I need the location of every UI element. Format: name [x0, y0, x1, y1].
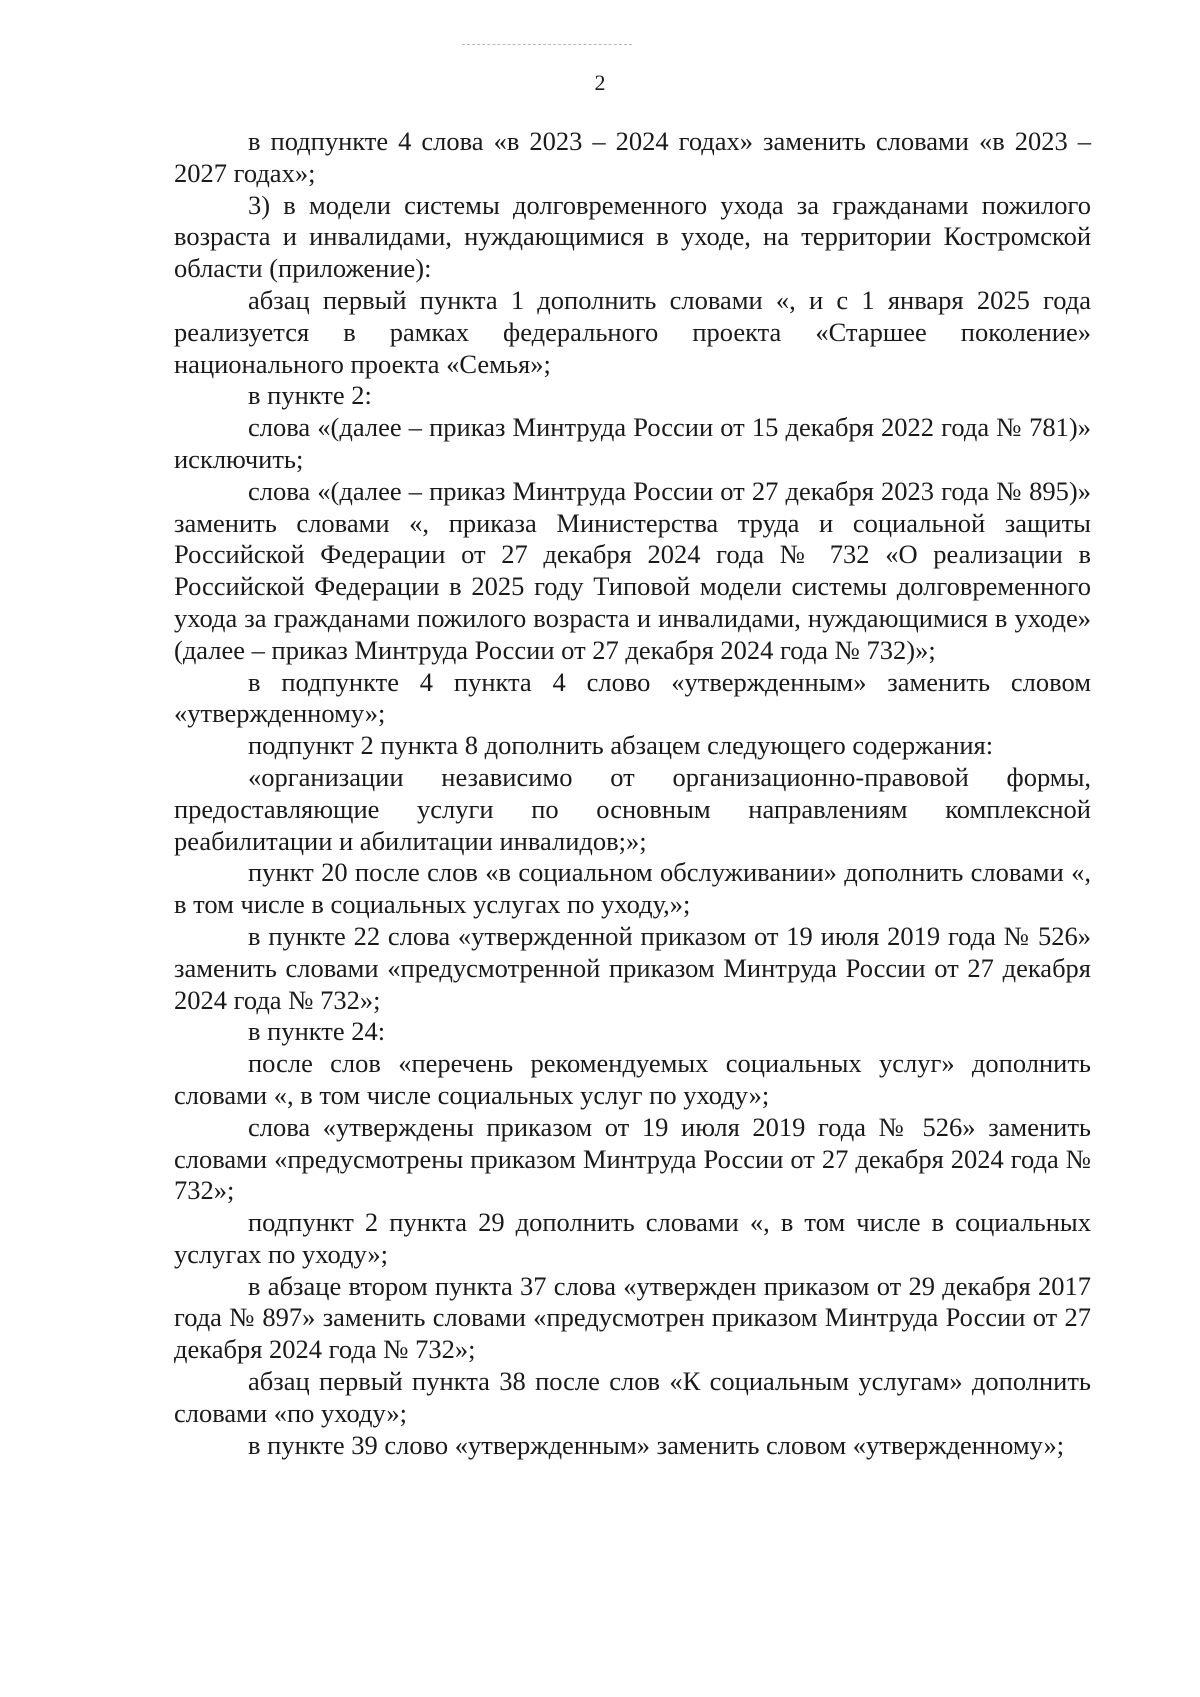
paragraph: после слов «перечень рекомендуемых социальных услуг» дополнить словами «, в том числе социальных услуг по уходу»; [174, 1048, 1091, 1110]
paragraph: подпункт 2 пункта 29 дополнить словами «, в том числе в социальных услугах по уходу»; [174, 1207, 1091, 1269]
document-body [174, 126, 1091, 1461]
paragraph: подпункт 2 пункта 8 дополнить абзацем следующего содержания: [248, 730, 994, 761]
paragraph: в пункте 2: [248, 380, 372, 411]
paragraph: 3) в модели системы долговременного ухода за гражданами пожилого возраста и инвалидами, нуждающимися в уходе, на территории Костромской области (приложение): [174, 189, 1091, 284]
paragraph: слова «(далее – приказ Минтруда России от 27 декабря 2023 года № 895)» заменить словами «, приказа Министерства труда и социальной защиты Российской Федерации от 27 декабря 2024 года № 732 «О реализации в Российской Федерации в 2025 году Типовой модели системы долговременного ухода за гражданами пожилого возраста и инвалидами, нуждающимися в уходе» (далее – приказ Минтруда России от 27 декабря 2024 года № 732)»; [174, 475, 1091, 665]
page-number: 2 [594, 70, 606, 95]
paragraph: в абзаце втором пункта 37 слова «утвержден приказом от 29 декабря 2017 года № 897» заменить словами «предусмотрен приказом Минтруда России от 27 декабря 2024 года № 732»; [174, 1270, 1091, 1365]
paragraph: слова «(далее – приказ Минтруда России от 15 декабря 2022 года № 781)» исключить; [174, 412, 1091, 474]
paragraph: абзац первый пункта 38 после слов «К социальным услугам» дополнить словами «по уходу»; [174, 1366, 1091, 1428]
paragraph: в подпункте 4 пункта 4 слово «утвержденным» заменить словом «утвержденному»; [174, 666, 1091, 729]
paragraph: пункт 20 после слов «в социальном обслуживании» дополнить словами «, в том числе в социальных услугах по уходу,»; [174, 857, 1091, 920]
paragraph: в пункте 22 слова «утвержденной приказом от 19 июля 2019 года № 526» заменить словами «предусмотренной приказом Минтруда России от 27 декабря 2024 года № 732»; [174, 920, 1091, 1015]
scan-artifact-line [462, 44, 632, 45]
paragraph: абзац первый пункта 1 дополнить словами «, и с 1 января 2025 года реализуется в рамках федерального проекта «Старшее поколение» национального проекта «Семья»; [174, 284, 1091, 379]
paragraph: в пункте 39 слово «утвержденным» заменить словом «утвержденному»; [248, 1429, 1065, 1460]
paragraph: в подпункте 4 слова «в 2023 – 2024 годах» заменить словами «в 2023 – 2027 годах»; [174, 126, 1091, 188]
paragraph: в пункте 24: [248, 1016, 386, 1047]
paragraph: слова «утверждены приказом от 19 июля 2019 года № 526» заменить словами «предусмотрены приказом Минтруда России от 27 декабря 2024 года № 732»; [174, 1111, 1091, 1206]
paragraph: «организации независимо от организационно-правовой формы, предоставляющие услуги по основным направлениям комплексной реабилитации и абилитации инвалидов;»; [174, 761, 1091, 856]
